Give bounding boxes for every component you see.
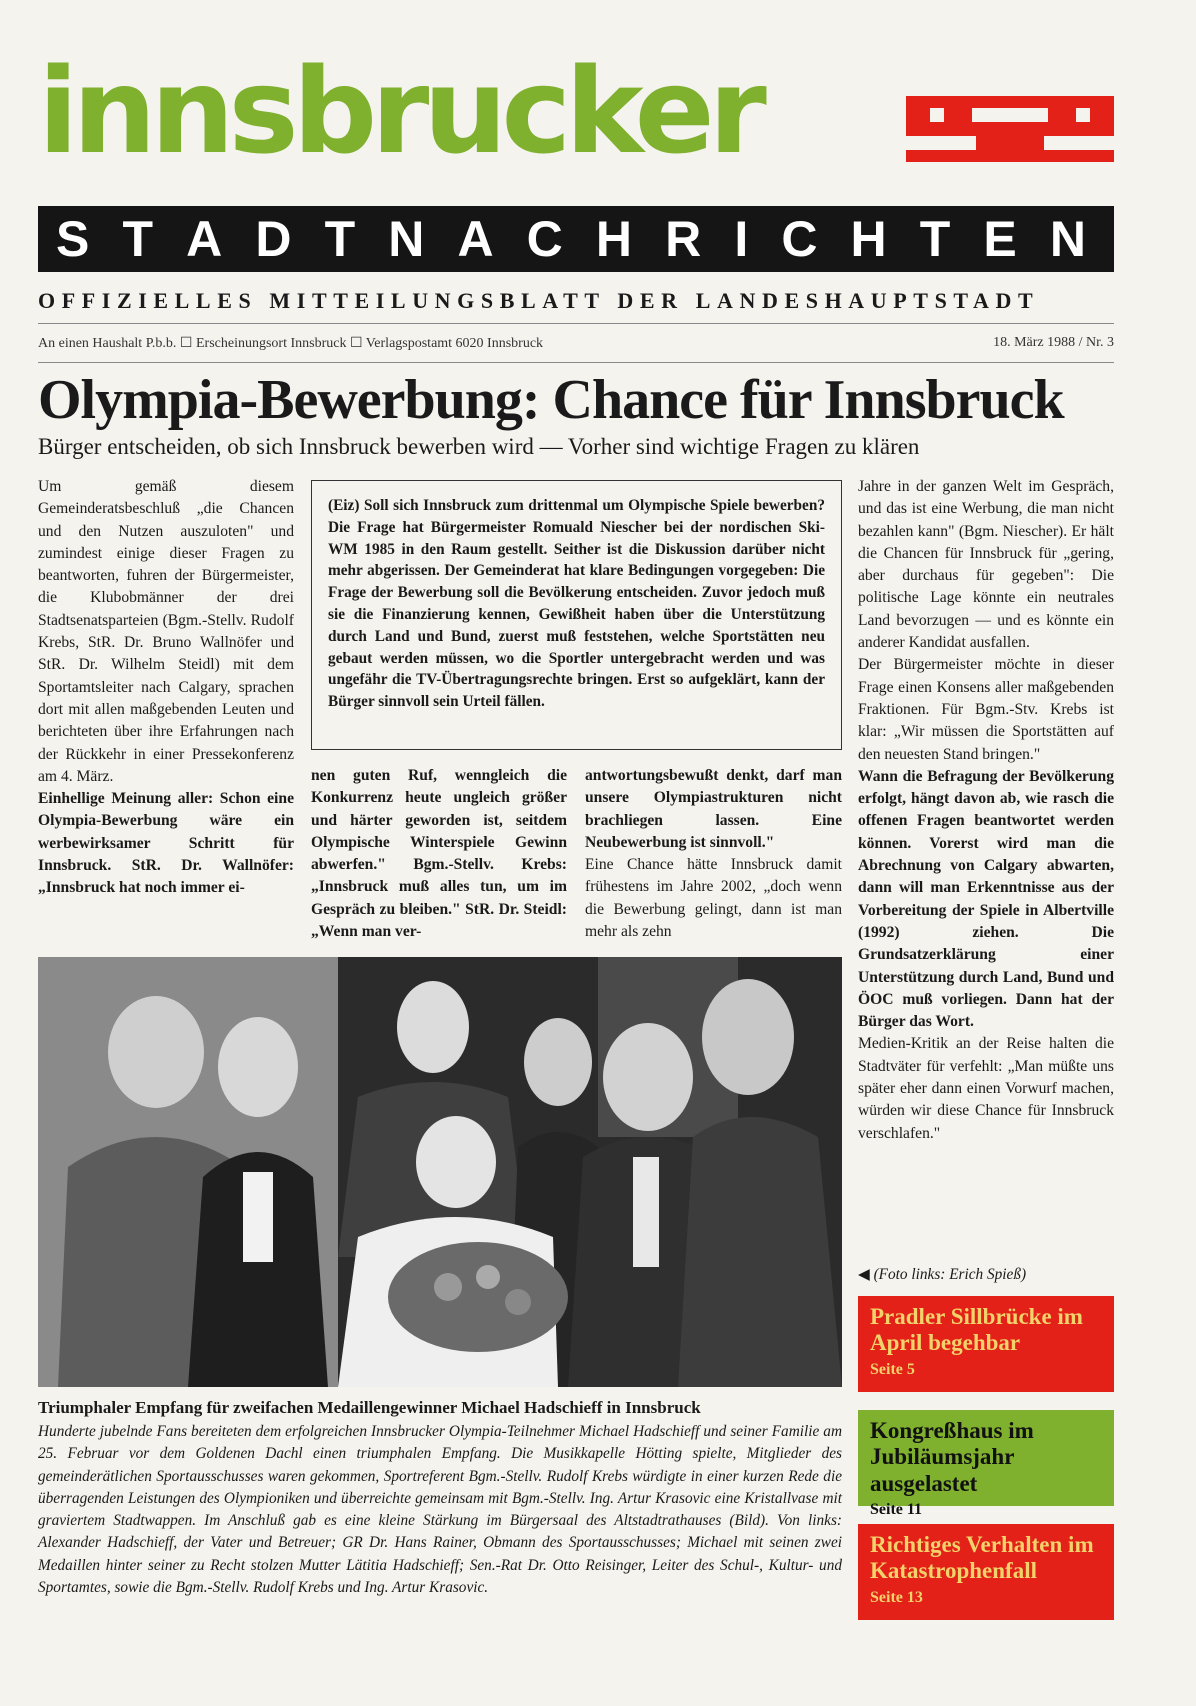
article-column-1 xyxy=(38,476,294,900)
band-letter: A xyxy=(186,211,223,267)
band-letter: H xyxy=(595,211,632,267)
band-letter: R xyxy=(665,211,702,267)
article-column-2 xyxy=(311,765,567,943)
band-letter: T xyxy=(122,211,154,267)
article-column-3 xyxy=(585,765,842,943)
column-1-paragraph-2: Einhellige Meinung aller: Schon eine Olympia-Bewerbung wäre ein werbewirksamer Schritt für Innsbruck. StR. Dr. Wallnöfer: „Innsbruck hat noch immer ei- xyxy=(38,790,294,897)
masthead-title: innsbrucker xyxy=(38,42,761,180)
band-letter: H xyxy=(850,211,887,267)
teaser-page: Seite 11 xyxy=(870,1501,922,1519)
stadtnachrichten-band xyxy=(38,206,1114,272)
band-letter: D xyxy=(255,211,292,267)
band-letter: T xyxy=(324,211,356,267)
innsbruck-logo-icon xyxy=(906,96,1114,162)
band-letter: E xyxy=(983,211,1017,267)
teaser-katastrophenfall[interactable] xyxy=(858,1524,1114,1620)
teaser-kongresshaus[interactable] xyxy=(858,1410,1114,1519)
teaser-page: Seite 5 xyxy=(870,1360,915,1378)
column-1-paragraph-1: Um gemäß diesem Gemeinderatsbeschluß „die Chancen und den Nutzen auszuloten" und zumindest einige dieser Fragen zu beantworten, fuhren der Bürgermeister, die Klubobmänner der drei Stadtsenatsparteien (Bgm.-Stellv. Rudolf Krebs, StR. Dr. Bruno Wallnöfer und StR. Dr. Wilhelm Steidl) mit dem Sportamtsleiter nach Calgary, sprachen dort mit allen maßgebenden Leuten und berichteten über ihre Erfahrungen nach der Rückkehr in einer Pressekonferenz am 4. März. xyxy=(38,478,294,785)
band-letter: S xyxy=(56,211,90,267)
column-3-quote: antwortungsbewußt denkt, darf man unsere Olympiastrukturen nicht brachliegen lassen. Eine Neubewerbung ist sinnvoll." xyxy=(585,767,842,851)
intro-box: (Eiz) Soll sich Innsbruck zum drittenmal um Olympische Spiele bewerben? Die Frage hat Bürgermeister Romuald Niescher bei der nordischen Ski-WM 1985 in den Raum gestellt. Seither ist die Diskussion darüber nicht mehr abgerissen. Der Gemeinderat hat klare Bedingungen vorgegeben: Die Frage der Bewerbung soll die Bevölkerung entscheiden. Zuvor jedoch muß sie die Finanzierung kennen, Gewißheit haben über die Unterstützung durch Land und Bund, zuerst muß feststehen, welche Sportstätten neu gebaut werden müssen, wo die Sportler untergebracht werden und was ungefähr die TV-Übertragungsrechte bringen. Erst so aufgeklärt, kann der Bürger sinnvoll sein Urteil fällen. xyxy=(311,480,842,750)
article-column-4 xyxy=(858,476,1114,1145)
photo-caption-headline: Triumphaler Empfang für zweifachen Medaillengewinner Michael Hadschieff in Innsbruck xyxy=(38,1398,701,1417)
column-4-paragraph-1: Jahre in der ganzen Welt im Gespräch, und das ist eine Werbung, die man nicht bezahlen kann" (Bgm. Niescher). Er hält die Chancen für Innsbruck für „gering, aber durchaus für gegeben": Die politische Lage könnte ein neutrales Land bevorzugen — und es könnte ein anderer Kandidat ausfallen. xyxy=(858,478,1114,652)
teaser-title: Pradler Sillbrücke im April begehbar xyxy=(870,1304,1083,1356)
column-4-paragraph-2: Der Bürgermeister möchte in dieser Frage einen Konsens aller maßgebenden Fraktionen. Für Bgm.-Stv. Krebs ist klar: „Wir müssen die Sportstätten auf den neuesten Stand bringen." xyxy=(858,656,1114,763)
postal-info: An einen Haushalt P.b.b. ☐ Erscheinungsort Innsbruck ☐ Verlagspostamt 6020 Innsbruck xyxy=(38,335,544,351)
photo-credit: ◀ (Foto links: Erich Spieß) xyxy=(858,1266,1027,1283)
band-letter: I xyxy=(734,211,749,267)
article-headline: Olympia-Bewerbung: Chance für Innsbruck xyxy=(38,369,1064,431)
photo-illustration-icon xyxy=(38,957,842,1387)
band-letter: N xyxy=(1049,211,1086,267)
column-4-paragraph-3: Wann die Befragung der Bevölkerung erfolgt, hängt davon ab, wie rasch die offenen Fragen beantwortet werden können. Vorerst wird man die Abrechnung von Calgary abwarten, dann will man Erkenntnisse aus der Vorbereitung der Spiele in Albertville (1992) ziehen. Die Grundsatzerklärung einer Unterstützung durch Land, Bund und ÖOC muß vorliegen. Dann hat der Bürger das Wort. xyxy=(858,767,1114,1031)
band-letter: A xyxy=(457,211,494,267)
column-3-paragraph: Eine Chance hätte Innsbruck damit frühestens im Jahre 2002, „doch wenn die Bewerbung gelingt, dann ist man mehr als zehn xyxy=(585,856,842,941)
column-2-paragraph: nen guten Ruf, wenngleich die Konkurrenz heute ungleich größer und härter geworden ist, seitdem Olympische Winterspiele Gewinn abwerfen." Bgm.-Stellv. Krebs: „Innsbruck muß alles tun, um im Gespräch zu bleiben." StR. Dr. Steidl: „Wenn man ver- xyxy=(311,767,567,941)
teaser-title: Richtiges Verhalten im Katastrophenfall xyxy=(870,1532,1094,1584)
photo-caption: Hunderte jubelnde Fans bereiteten dem erfolgreichen Innsbrucker Olympia-Teilnehmer Michael Hadschieff und seiner Familie am 25. Februar vor dem Goldenen Dachl einen triumphalen Empfang. Die Musikkapelle Hötting spielte, Mitglieder des gemeinderätlichen Sportausschusses waren gekommen, Sportreferent Bgm.-Stellv. Rudolf Krebs würdigte in einer kurzen Rede die überragenden Leistungen des Olympioniken und überreichte gemeinsam mit Bgm.-Stellv. Ing. Artur Krasovic eine Kristallvase mit graviertem Stadtwappen. Im Anschluß gab es eine kleine Stärkung im Bürgersaal des Altstadtrathauses (Bild). Von links: Alexander Hadschieff, der Vater und Betreuer; GR Dr. Hans Rainer, Obmann des Sportausschusses; Michael mit seinen zwei Medaillen hinter seiner zu Recht stolzen Mutter Lätitia Hadschieff; Sen.-Rat Dr. Otto Reisinger, Leiter des Schul-, Kultur- und Sportamtes, sowie die Bgm.-Stellv. Rudolf Krebs und Ing. Artur Krasovic. xyxy=(38,1423,842,1597)
teaser-sillbruecke[interactable] xyxy=(858,1296,1114,1392)
teaser-page: Seite 13 xyxy=(870,1588,923,1606)
masthead-subtitle: OFFIZIELLES MITTEILUNGSBLATT DER LANDESHAUPTSTADT xyxy=(38,288,1040,313)
issue-meta xyxy=(38,323,1114,363)
band-letter: T xyxy=(919,211,951,267)
band-letter: C xyxy=(526,211,563,267)
band-letter: N xyxy=(388,211,425,267)
masthead xyxy=(38,42,1114,180)
teaser-title: Kongreßhaus im Jubiläumsjahr ausgelastet xyxy=(870,1418,1034,1496)
reception-photo xyxy=(38,957,842,1387)
article-subhead: Bürger entscheiden, ob sich Innsbruck bewerben wird — Vorher sind wichtige Fragen zu klären xyxy=(38,434,920,459)
issue-date: 18. März 1988 / Nr. 3 xyxy=(993,335,1114,350)
band-letter: C xyxy=(781,211,818,267)
column-4-paragraph-4: Medien-Kritik an der Reise halten die Stadtväter für verfehlt: „Man müßte uns später eher dann einen Vorwurf machen, würden wir diese Chance für Innsbruck verschlafen." xyxy=(858,1035,1114,1142)
